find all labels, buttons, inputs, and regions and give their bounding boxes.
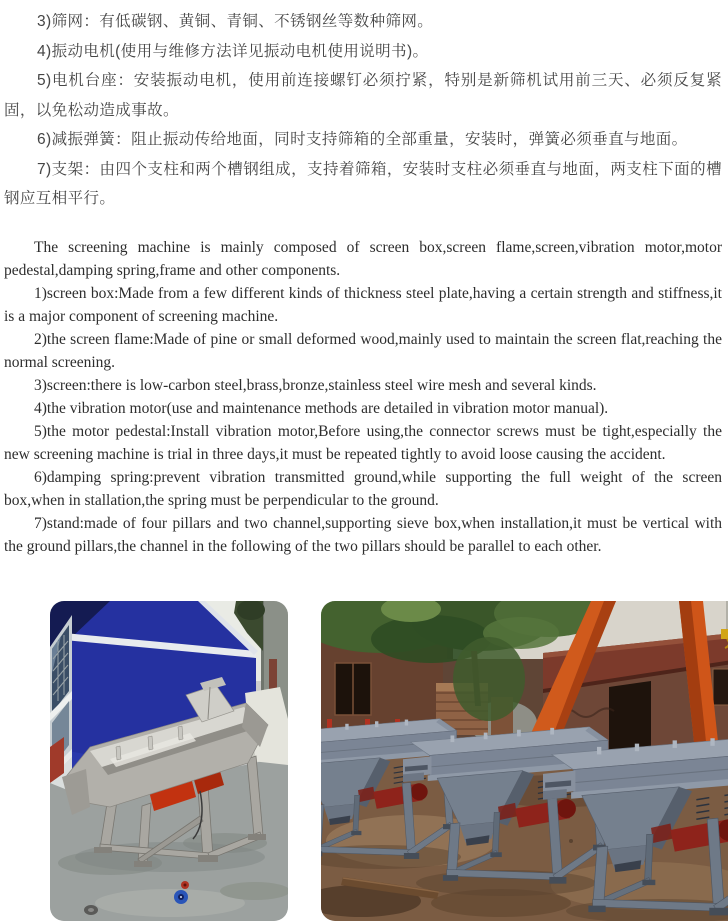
crane-hook [721, 629, 728, 639]
cn-paragraph-stand: 7)支架：由四个支柱和两个槽钢组成，支持着筛箱，安装时支柱必须垂直与地面，两支柱下面的槽钢应互相平行。 [4, 160, 722, 207]
en-paragraph-intro: The screening machine is mainly composed of screen box,screen flame,screen,vibration motor,motor pedestal,damping spring,frame and other components. [4, 238, 722, 279]
window [713, 669, 728, 705]
en-paragraph-vibration-motor: 4)the vibration motor(use and maintenance methods are detailed in vibration motor manual). [34, 399, 609, 417]
en-paragraph-screen-frame: 2)the screen flame:Made of pine or small deformed wood,mainly used to maintain the screen flat,reaching the normal screening. [4, 330, 722, 371]
cn-paragraph-damping-spring: 6)减振弹簧：阻止振动传给地面，同时支持筛箱的全部重量，安装时，弹簧必须垂直与地面。 [37, 131, 688, 148]
en-paragraph-screen: 3)screen:there is low-carbon steel,brass,bronze,stainless steel wire mesh and several kinds. [34, 376, 597, 394]
cn-paragraph-vibration-motor: 4)振动电机(使用与维修方法详见振动电机使用说明书)。 [37, 42, 429, 60]
cn-paragraph-motor-pedestal: 5)电机台座：安装振动电机，使用前连接螺钉必须拧紧，特别是新筛机试用前三天、必须反复紧固，以免松动造成事故。 [4, 72, 722, 119]
vines [453, 637, 525, 721]
en-paragraph-motor-pedestal: 5)the motor pedestal:Install vibration motor,Before using,the connector screws must be tight,especially the new screening machine is trial in three days,it must be repeated tightly to avoid loose causing the accident. [4, 422, 722, 463]
photo-three-vibrating-screens [321, 601, 728, 921]
doorway [609, 681, 651, 753]
left-photo-scene [50, 601, 288, 921]
photo-stainless-vibrating-screen [50, 601, 288, 921]
en-paragraph-damping-spring: 6)damping spring:prevent vibration transmitted ground,while supporting the full weight of the screen box,when in stallation,the spring must be perpendicular to the ground. [4, 468, 722, 509]
en-paragraph-stand: 7)stand:made of four pillars and two channel,supporting sieve box,when installation,it must be vertical with the ground pillars,the channel in the following of the two pillars should be parallel to each other. [4, 514, 722, 555]
english-instructions [0, 236, 728, 558]
right-photo-scene [321, 601, 728, 921]
en-paragraph-screen-box: 1)screen box:Made from a few different kinds of thickness steel plate,having a certain strength and stiffness,it is a major component of screening machine. [4, 284, 722, 325]
chinese-instructions [0, 0, 728, 214]
cn-paragraph-screen-mesh: 3)筛网：有低碳钢、黄铜、青铜、不锈钢丝等数种筛网。 [37, 13, 434, 30]
